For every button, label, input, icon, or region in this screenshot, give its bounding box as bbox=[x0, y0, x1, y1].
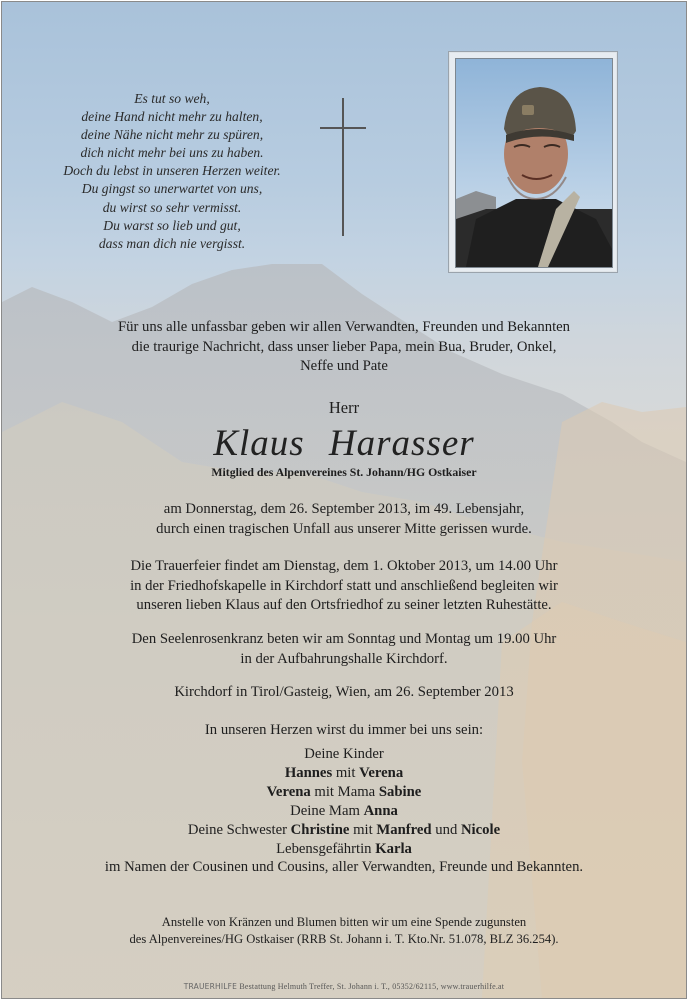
funeral-line: Die Trauerfeier findet am Dienstag, dem 1. Oktober 2013, um 14.00 Uhr bbox=[130, 558, 558, 574]
family-line: Deine Mam Anna bbox=[290, 803, 398, 819]
intro-text bbox=[2, 318, 686, 377]
donation-line: Anstelle von Kränzen und Blumen bitten wir um eine Spende zugunsten bbox=[161, 915, 527, 929]
in-hearts-line: In unseren Herzen wirst du immer bei uns sein: bbox=[204, 722, 484, 738]
intro-line: Für uns alle unfassbar geben wir allen Verwandten, Freunden und Bekannten bbox=[117, 319, 571, 335]
death-line: am Donnerstag, dem 26. September 2013, im 49. Lebensjahr, bbox=[163, 501, 525, 517]
place-date: Kirchdorf in Tirol/Gasteig, Wien, am 26. September 2013 bbox=[174, 684, 514, 700]
poem-line: Doch du lebst in unseren Herzen weiter. bbox=[63, 163, 281, 179]
salutation: Herr bbox=[328, 398, 360, 417]
brand-logo: TRAUERHILFE bbox=[183, 982, 238, 991]
rosary-line: in der Aufbahrungshalle Kirchdorf. bbox=[240, 650, 448, 667]
family-line: Lebensgefährtin Karla bbox=[276, 841, 412, 857]
death-line: durch einen tragischen Unfall aus unserer Mitte gerissen wurde. bbox=[156, 520, 532, 537]
funeral-line: unseren lieben Klaus auf den Ortsfriedhof zu seiner letzten Ruhestätte. bbox=[136, 597, 552, 613]
footer bbox=[2, 982, 686, 991]
family-line: Deine Schwester Christine mit Manfred und Nicole bbox=[187, 822, 501, 838]
deceased-name: Klaus Harasser bbox=[213, 423, 475, 464]
family-line: Hannes mit Verena bbox=[284, 765, 404, 781]
poem-line: du wirst so sehr vermisst. bbox=[102, 199, 242, 215]
portrait-photo bbox=[455, 58, 613, 268]
rosary-line: Den Seelenrosenkranz beten wir am Sonntag und Montag um 19.00 Uhr bbox=[131, 631, 557, 647]
funeral-line: in der Friedhofskapelle in Kirchdorf statt und anschließend begleiten wir bbox=[130, 577, 558, 594]
rosary-info bbox=[2, 630, 686, 669]
donation-request bbox=[2, 914, 686, 948]
poem-line: deine Hand nicht mehr zu halten, bbox=[81, 109, 263, 125]
poem-line: dich nicht mehr bei uns zu haben. bbox=[80, 145, 264, 161]
intro-line: die traurige Nachricht, dass unser lieber Papa, mein Bua, Bruder, Onkel, bbox=[131, 338, 557, 355]
death-notice bbox=[2, 500, 686, 539]
donation-line: des Alpenvereines/HG Ostkaiser (RRB St. Johann i. T. Kto.Nr. 51.078, BLZ 36.254). bbox=[129, 932, 559, 946]
family-list bbox=[2, 745, 686, 859]
poem-line: Du gingst so unerwartet von uns, bbox=[81, 181, 263, 197]
obituary-page bbox=[1, 1, 687, 999]
funeral-info bbox=[2, 557, 686, 616]
intro-line: Neffe und Pate bbox=[300, 358, 388, 374]
family-line: Verena mit Mama Sabine bbox=[266, 784, 422, 800]
poem-line: Du warst so lieb und gut, bbox=[103, 217, 241, 233]
poem-line: dass man dich nie vergisst. bbox=[98, 235, 246, 251]
portrait-frame bbox=[448, 51, 618, 273]
poem bbox=[42, 90, 302, 253]
poem-line: deine Nähe nicht mehr zu spüren, bbox=[80, 127, 264, 143]
cross-icon bbox=[320, 98, 366, 236]
poem-line: Es tut so weh, bbox=[134, 91, 210, 106]
footer-text: Bestattung Helmuth Treffer, St. Johann i. T., 05352/62115, www.trauerhilfe.at bbox=[239, 982, 505, 991]
family-children-label: Deine Kinder bbox=[304, 746, 384, 762]
behalf-line: im Namen der Cousinen und Cousins, aller Verwandten, Freunde und Bekannten. bbox=[104, 859, 584, 875]
membership: Mitglied des Alpenvereines St. Johann/HG Ostkaiser bbox=[211, 465, 477, 479]
